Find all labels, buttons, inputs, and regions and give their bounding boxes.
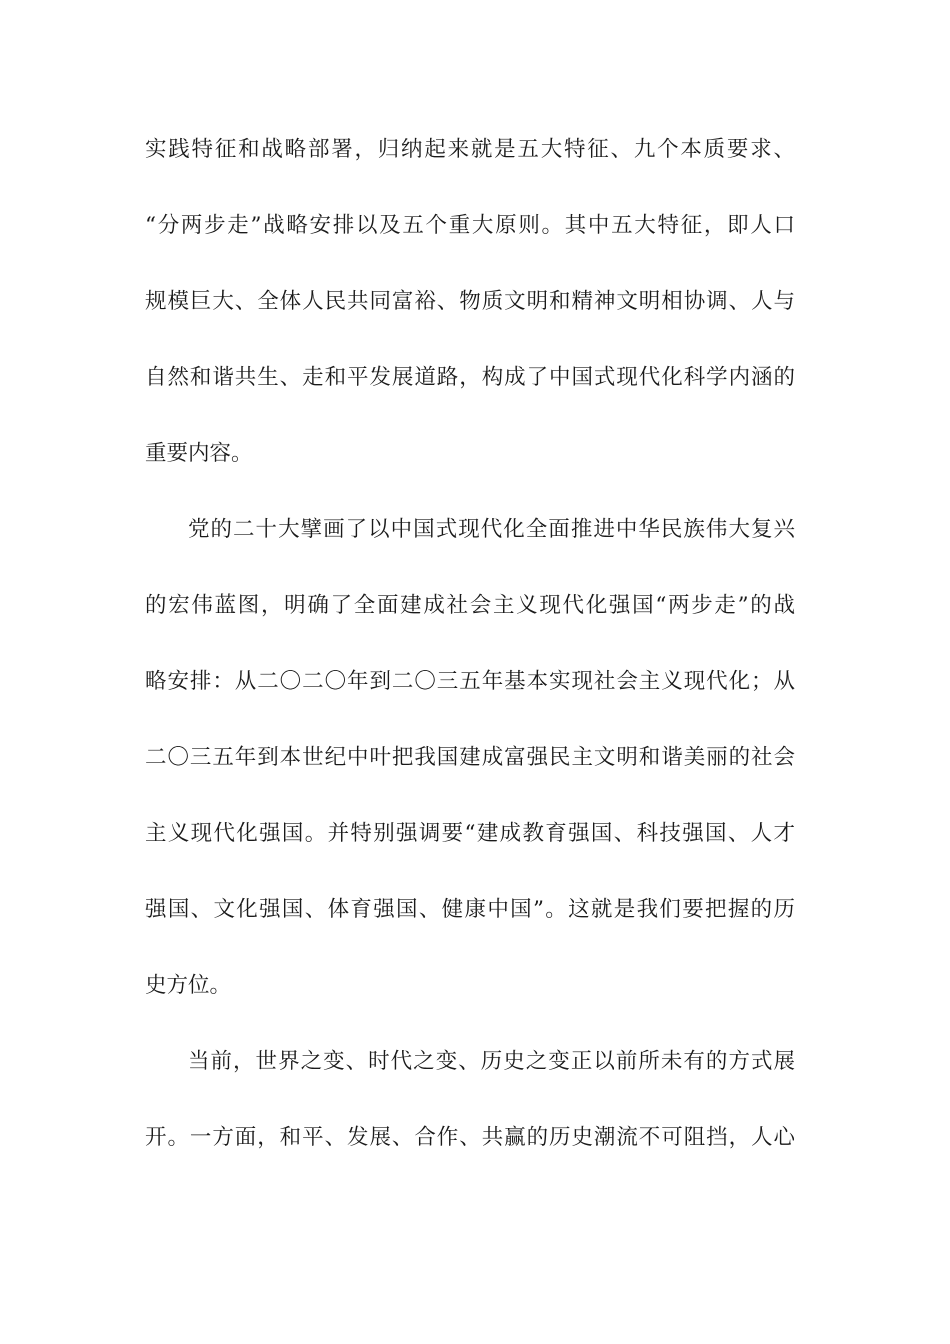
text-line: 规模巨大、全体人民共同富裕、物质文明和精神文明相协调、人与 <box>145 289 795 314</box>
text-line: 自然和谐共生、走和平发展道路，构成了中国式现代化科学内涵的 <box>145 365 795 390</box>
text-line: 二〇三五年到本世纪中叶把我国建成富强民主文明和谐美丽的社会 <box>145 745 795 770</box>
text-line: 强国、文化强国、体育强国、健康中国”。这就是我们要把握的历 <box>145 897 795 922</box>
text-line: 实践特征和战略部署，归纳起来就是五大特征、九个本质要求、 <box>145 137 795 162</box>
text-line: 开。一方面，和平、发展、合作、共赢的历史潮流不可阻挡，人心 <box>145 1125 795 1150</box>
text-line: 重要内容。 <box>145 441 253 466</box>
paragraph-first-line: 当前，世界之变、时代之变、历史之变正以前所未有的方式展 <box>188 1049 795 1074</box>
text-line: 略安排：从二〇二〇年到二〇三五年基本实现社会主义现代化；从 <box>145 669 795 694</box>
text-line: 的宏伟蓝图，明确了全面建成社会主义现代化强国“两步走”的战 <box>145 593 795 618</box>
text-line: “分两步走”战略安排以及五个重大原则。其中五大特征，即人口 <box>145 213 795 238</box>
paragraph-first-line: 党的二十大擘画了以中国式现代化全面推进中华民族伟大复兴 <box>188 517 795 542</box>
text-line: 史方位。 <box>145 973 232 998</box>
text-line: 主义现代化强国。并特别强调要“建成教育强国、科技强国、人才 <box>145 821 795 846</box>
